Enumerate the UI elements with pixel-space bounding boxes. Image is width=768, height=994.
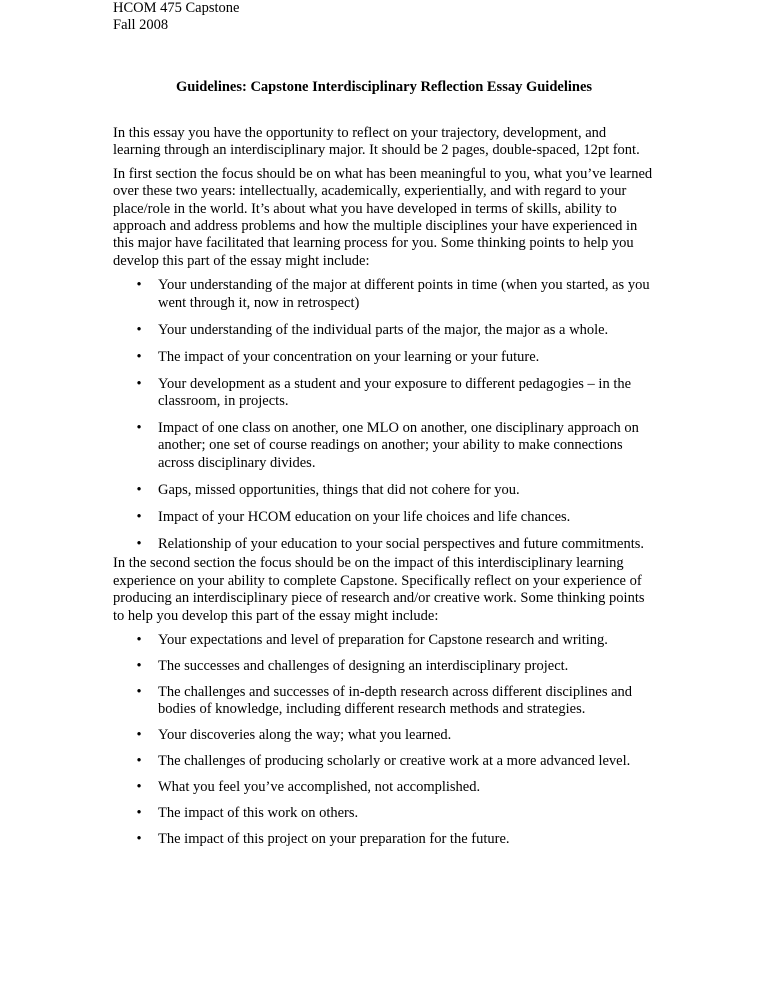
bullet-icon: • [136, 631, 142, 648]
bullet-icon: • [136, 277, 142, 294]
list-item-text: The impact of your concentration on your learning or your future. [158, 348, 540, 365]
intro-paragraph: In this essay you have the opportunity to reflect on your trajectory, development, and learning through an interdisciplinary major. It should be 2 pages, double-spaced, 12pt font. [113, 125, 640, 159]
list-item [113, 684, 653, 719]
list-item-text: Your development as a student and your exposure to different pedagogies – in the classroom, in projects. [158, 375, 632, 410]
bullet-icon: • [136, 683, 142, 700]
list-item-text: The challenges and successes of in-depth research across different disciplines and bodies of knowledge, including different research methods and strategies. [158, 683, 633, 718]
list-item [113, 658, 653, 675]
bullet-icon: • [136, 321, 142, 338]
list-item [113, 420, 653, 472]
list-item [113, 277, 653, 312]
bullet-icon: • [136, 420, 142, 437]
list-item [113, 322, 653, 339]
list-item-text: The successes and challenges of designing an interdisciplinary project. [158, 657, 569, 674]
bullet-icon: • [136, 535, 142, 552]
list-item-text: The impact of this work on others. [158, 805, 359, 822]
first-section-bullet-list [113, 277, 653, 553]
list-item-text: Impact of one class on another, one MLO on another, one disciplinary approach on another; one set of course readings on another; your ability to make connections across disciplinary divides. [158, 420, 639, 471]
list-item [113, 727, 653, 744]
bullet-icon: • [136, 753, 142, 770]
course-name: HCOM 475 Capstone [113, 0, 240, 16]
document-title: Guidelines: Capstone Interdisciplinary Reflection Essay Guidelines [175, 79, 593, 95]
list-item-text: Your understanding of the major at different points in time (when you started, as you went through it, now in retrospect) [158, 277, 650, 311]
document-body [113, 125, 653, 857]
list-item [113, 753, 653, 770]
second-section-paragraph: In the second section the focus should be on the impact of this interdisciplinary learning experience on your ability to complete Capstone. Specifically reflect on your experience of producing an interdisciplinary piece of research and/or creative work. Some thinking points to help you develop this part of the essay might include: [113, 555, 645, 624]
list-item-text: Relationship of your education to your social perspectives and future commitments. [158, 535, 645, 552]
list-item-text: The challenges of producing scholarly or creative work at a more advanced level. [158, 753, 631, 770]
list-item [113, 376, 653, 411]
document-header [113, 0, 239, 35]
list-item-text: Gaps, missed opportunities, things that did not cohere for you. [158, 481, 520, 498]
list-item-text: Impact of your HCOM education on your life choices and life chances. [158, 508, 571, 525]
bullet-icon: • [136, 375, 142, 392]
list-item [113, 831, 653, 848]
list-item [113, 632, 653, 649]
list-item [113, 482, 653, 499]
list-item-text: Your expectations and level of preparation for Capstone research and writing. [158, 631, 608, 648]
bullet-icon: • [136, 831, 142, 848]
bullet-icon: • [136, 727, 142, 744]
list-item-text: What you feel you’ve accomplished, not accomplished. [158, 779, 481, 796]
list-item [113, 536, 653, 553]
list-item [113, 349, 653, 366]
first-section-paragraph: In first section the focus should be on what has been meaningful to you, what you’ve learned over these two years: intellectually, academically, experientially, and with regard to your place/role in the world. It’s about what you have developed in terms of skills, ability to approach and address problems and how the multiple disciplines your have experienced in this major have facilitated that learning process for you. Some thinking points to help you develop this part of the essay might include: [113, 165, 653, 269]
list-item-text: Your discoveries along the way; what you learned. [158, 727, 452, 744]
list-item-text: The impact of this project on your preparation for the future. [158, 831, 510, 848]
list-item [113, 779, 653, 796]
bullet-icon: • [136, 805, 142, 822]
bullet-icon: • [136, 481, 142, 498]
bullet-icon: • [136, 508, 142, 525]
bullet-icon: • [136, 657, 142, 674]
second-section-bullet-list [113, 632, 653, 849]
bullet-icon: • [136, 779, 142, 796]
list-item [113, 509, 653, 526]
list-item [113, 805, 653, 822]
list-item-text: Your understanding of the individual parts of the major, the major as a whole. [158, 321, 609, 338]
bullet-icon: • [136, 348, 142, 365]
term-label: Fall 2008 [113, 17, 169, 34]
